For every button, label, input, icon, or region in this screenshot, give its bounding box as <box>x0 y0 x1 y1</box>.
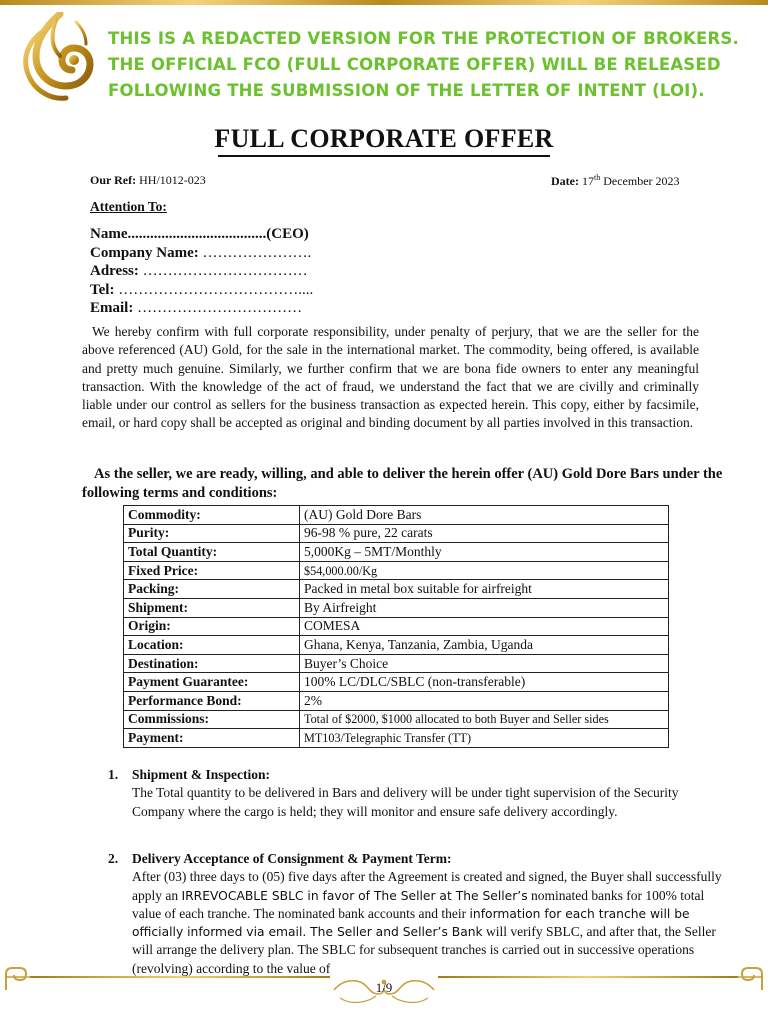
terms-value: (AU) Gold Dore Bars <box>300 506 669 525</box>
field-value: ……………………………….... <box>118 281 314 298</box>
our-ref-value: HH/1012-023 <box>139 173 206 187</box>
terms-value: Ghana, Kenya, Tanzania, Zambia, Uganda <box>300 636 669 655</box>
section-delivery-payment <box>108 850 723 978</box>
terms-key: Location: <box>124 636 300 655</box>
terms-value: Packed in metal box suitable for airfreight <box>300 580 669 599</box>
date-label: Date: <box>551 174 579 188</box>
title-underline <box>218 155 550 157</box>
terms-value: 5,000Kg – 5MT/Monthly <box>300 543 669 562</box>
section-body <box>108 868 723 978</box>
terms-key: Commissions: <box>124 710 300 729</box>
recipient-fields <box>90 225 313 318</box>
terms-key: Destination: <box>124 654 300 673</box>
field-label: Adress: <box>90 263 139 279</box>
redaction-notice-line-1: THIS IS A REDACTED VERSION FOR THE PROTECTION OF BROKERS. <box>108 29 739 48</box>
terms-row <box>124 580 669 599</box>
field-value: …………………………… <box>137 300 303 316</box>
section-shipment-inspection <box>108 766 723 821</box>
company-logo <box>16 12 100 104</box>
attention-heading: Attention To: <box>90 199 167 214</box>
terms-row <box>124 524 669 543</box>
terms-row <box>124 691 669 710</box>
terms-table-body <box>124 506 669 748</box>
terms-row <box>124 506 669 525</box>
footer-rule-right <box>438 976 738 978</box>
field-address <box>90 262 313 281</box>
terms-lead-paragraph: As the seller, we are ready, willing, and able to deliver the herein offer (AU) Gold Dore Bars under the following terms and conditions: <box>82 466 723 501</box>
terms-key: Fixed Price: <box>124 561 300 580</box>
terms-value: 96-98 % pure, 22 carats <box>300 524 669 543</box>
terms-row <box>124 598 669 617</box>
date-suffix: th <box>593 173 601 182</box>
terms-row <box>124 729 669 748</box>
terms-row <box>124 543 669 562</box>
terms-row <box>124 636 669 655</box>
field-label: Name <box>90 226 128 242</box>
date-day: 17 <box>581 174 594 188</box>
page-number: 1/9 <box>375 980 393 995</box>
intro-paragraph: We hereby confirm with full corporate responsibility, under penalty of perjury, that we are the seller for the above referenced (AU) Gold, for the sale in the international market. The commodity, being offered, is available and pretty much genuine. Similarly, we further confirm that we are bona fide owners to enter any meaningful transaction. With the knowledge of the act of fraud, we understand the fact that we are civilly and criminally liable under our control as sellers for the business transaction as expected herein. This copy, either by facsimile, email, or hard copy shall be accepted as original and binding document by all parties involved in this transaction. <box>82 324 699 431</box>
terms-key: Total Quantity: <box>124 543 300 562</box>
section-body-part: information for each tranche will be officially informed via email. The Seller and Seller’s Bank <box>132 906 690 940</box>
section-body-part: will verify SBLC, and after that, the Seller will arrange the delivery plan. The SBLC for subsequent tranches is carried out in successive operations (revolving) according to the value of <box>132 924 716 976</box>
field-value: .....................................(CEO) <box>127 226 309 242</box>
field-label: Company Name: <box>90 244 199 261</box>
our-ref-label: Our Ref: <box>90 173 137 187</box>
terms-value: Total of $2000, $1000 allocated to both Buyer and Seller sides <box>300 710 669 729</box>
terms-value: COMESA <box>300 617 669 636</box>
terms-key: Performance Bond: <box>124 691 300 710</box>
terms-key: Payment Guarantee: <box>124 673 300 692</box>
terms-row <box>124 710 669 729</box>
section-heading: Shipment & Inspection: <box>132 767 271 782</box>
document-title: FULL CORPORATE OFFER <box>214 124 554 153</box>
section-heading: Delivery Acceptance of Consignment & Payment Term: <box>132 851 452 866</box>
terms-key: Purity: <box>124 524 300 543</box>
terms-value: By Airfreight <box>300 598 669 617</box>
terms-row <box>124 561 669 580</box>
section-number: 1. <box>108 767 119 782</box>
field-label: Tel: <box>90 281 115 298</box>
terms-key: Origin: <box>124 617 300 636</box>
footer-rule-left <box>30 976 330 978</box>
terms-value: MT103/Telegraphic Transfer (TT) <box>300 729 669 748</box>
section-number: 2. <box>108 851 119 866</box>
field-company <box>90 244 313 263</box>
terms-table <box>123 505 669 748</box>
document-date <box>551 173 680 189</box>
redaction-notice <box>108 26 758 104</box>
date-rest: December 2023 <box>603 174 680 188</box>
section-body-part: IRREVOCABLE SBLC in favor of The Seller at The Seller’s <box>181 888 528 903</box>
section-body-part: After (03) three days to (05) five days after the Agreement is created and signed, the Buyer shall successfully apply an <box>132 869 722 903</box>
terms-key: Packing: <box>124 580 300 599</box>
field-name <box>90 225 313 244</box>
terms-key: Shipment: <box>124 598 300 617</box>
field-email <box>90 299 313 318</box>
field-label: Email: <box>90 300 134 316</box>
terms-key: Payment: <box>124 729 300 748</box>
our-ref <box>90 173 206 188</box>
terms-row <box>124 654 669 673</box>
terms-value: Buyer’s Choice <box>300 654 669 673</box>
terms-value: 2% <box>300 691 669 710</box>
terms-row <box>124 673 669 692</box>
field-value: …………………………… <box>142 263 308 279</box>
section-body-part: nominated banks for 100% total value of each tranche. The nominated bank accounts and their <box>132 887 705 921</box>
top-gold-rule <box>0 0 768 5</box>
terms-value: 100% LC/DLC/SBLC (non-transferable) <box>300 673 669 692</box>
redaction-notice-line-2: THE OFFICIAL FCO (FULL CORPORATE OFFER) WILL BE RELEASED <box>108 55 721 74</box>
terms-key: Commodity: <box>124 506 300 525</box>
terms-row <box>124 617 669 636</box>
field-value: …………………. <box>202 244 312 261</box>
field-tel <box>90 281 313 300</box>
redaction-notice-line-3: FOLLOWING THE SUBMISSION OF THE LETTER OF INTENT (LOI). <box>108 81 705 100</box>
terms-value: $54,000.00/Kg <box>300 561 669 580</box>
section-body: The Total quantity to be delivered in Bars and delivery will be under tight supervision of the Security Company where the cargo is held; they will monitor and ensure safe delivery accordingly. <box>132 785 679 819</box>
